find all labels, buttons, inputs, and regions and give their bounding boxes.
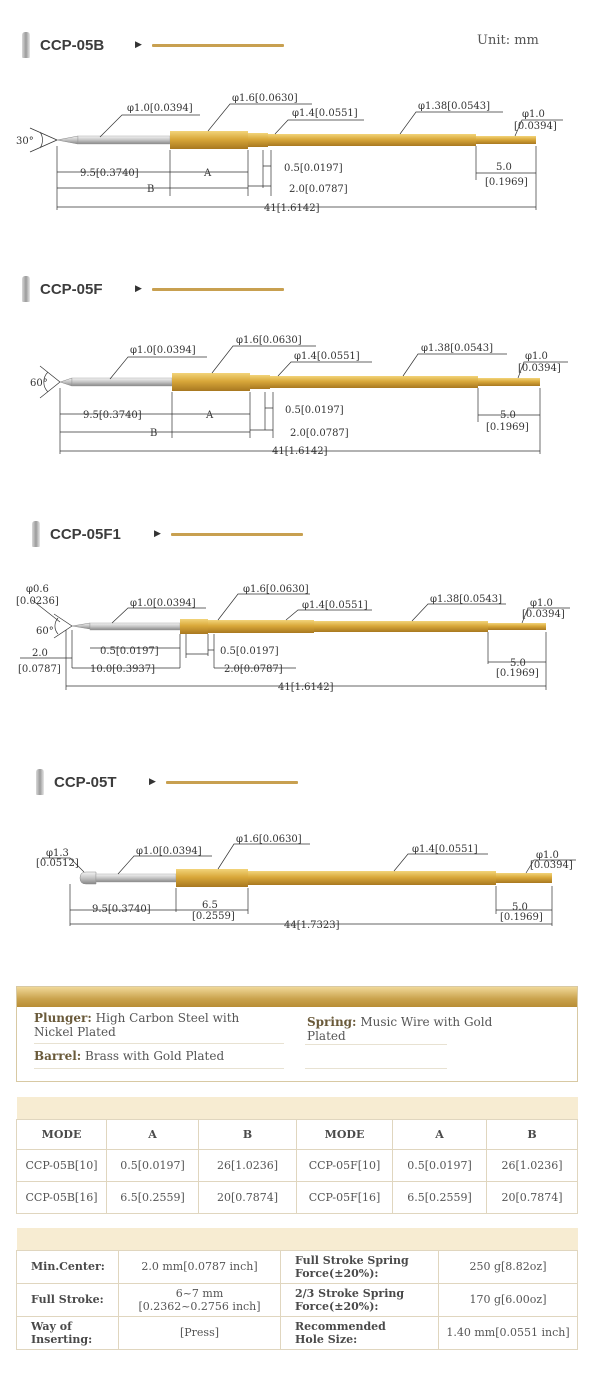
dim-barrel-dia: φ1.6[0.0630]	[236, 335, 302, 346]
dim-tail-length-inch: [0.1969]	[500, 912, 543, 923]
section-header-ccp-05f1	[32, 519, 303, 549]
hole-label-line1: Recommended	[295, 1319, 386, 1333]
dim-crimp-length: 0.5[0.0197]	[284, 163, 343, 174]
dim-tail-dia-inch: [0.0394]	[518, 363, 561, 374]
section-header-ccp-05b	[22, 30, 284, 60]
table-row	[17, 1316, 578, 1349]
triangle-right-icon: ▶	[135, 40, 142, 50]
table-cell: CCP-05B[16]	[17, 1181, 107, 1213]
table-cell: 26[1.0236]	[487, 1149, 578, 1181]
dim-barrel-dia: φ1.6[0.0630]	[232, 93, 298, 104]
dim-total-length: 41[1.6142]	[264, 203, 320, 214]
dim-plunger-length: 10.0[0.3937]	[90, 664, 156, 675]
barrel-tail	[478, 378, 540, 386]
dim-crimp-length: 0.5[0.0197]	[220, 646, 279, 657]
full-stroke-label: Full Stroke:	[17, 1283, 119, 1316]
header-rule	[152, 288, 284, 291]
barrel-value: Brass with Gold Plated	[85, 1049, 225, 1063]
dim-tail-length-inch: [0.1969]	[485, 177, 528, 188]
inserting-value: [Press]	[119, 1316, 281, 1349]
plunger-shaft	[78, 136, 170, 144]
dim-tail-length: 5.0	[510, 658, 526, 669]
drawing-ccp-05f	[0, 332, 600, 462]
dim-plunger-dia: φ1.0[0.0394]	[136, 846, 202, 857]
dim-tail-dia: φ1.0	[530, 598, 553, 609]
plunger-value-line2: Nickel Plated	[34, 1025, 116, 1039]
barrel-crimp	[248, 133, 268, 147]
barrel-body	[248, 871, 496, 885]
barrel-body	[270, 376, 478, 388]
section-title: CCP-05T	[54, 773, 117, 791]
full-force-label-line1: Full Stroke Spring	[295, 1253, 409, 1267]
dim-plunger-length: 9.5[0.3740]	[80, 168, 139, 179]
plunger-head	[80, 872, 96, 884]
dim-tail-dia-inch: [0.0394]	[530, 860, 573, 871]
barrel-body	[268, 134, 476, 146]
barrel	[170, 131, 248, 149]
panel-band	[17, 987, 577, 1007]
divider	[34, 1043, 284, 1044]
inserting-label	[17, 1316, 119, 1349]
section-title: CCP-05F	[40, 280, 103, 298]
min-center-label: Min.Center:	[17, 1250, 119, 1283]
min-center-value: 2.0 mm[0.0787 inch]	[119, 1250, 281, 1283]
inserting-label-line1: Way of	[31, 1319, 72, 1333]
dim-step-length: 0.5[0.0197]	[100, 646, 159, 657]
table-header-row	[17, 1119, 578, 1149]
dim-body-dia: φ1.38[0.0543]	[430, 594, 503, 605]
barrel-crimp	[208, 620, 314, 633]
mode-table	[16, 1097, 578, 1214]
dim-body-dia: φ1.38[0.0543]	[421, 343, 494, 354]
dim-tail-dia-inch: [0.0394]	[522, 609, 565, 620]
barrel	[176, 869, 248, 887]
dim-a-length: 6.5	[202, 900, 218, 911]
barrel	[172, 373, 250, 391]
dim-plunger-dia: φ1.0[0.0394]	[130, 345, 196, 356]
table-cell: 20[0.7874]	[487, 1181, 578, 1213]
barrel-body	[314, 621, 488, 632]
drawing-ccp-05b	[0, 90, 600, 220]
barrel-label: Barrel:	[34, 1049, 82, 1063]
plunger-shaft	[72, 378, 172, 386]
dim-tip-length: 2.0	[32, 648, 48, 659]
pin-icon	[22, 276, 30, 302]
full-stroke-value-line1: 6~7 mm	[175, 1286, 224, 1300]
plunger-shaft	[96, 874, 176, 882]
dim-b: B	[147, 184, 155, 195]
plunger-value: High Carbon Steel with	[95, 1011, 240, 1025]
dim-crimp-dia: φ1.4[0.0551]	[292, 108, 358, 119]
pin-icon	[36, 769, 44, 795]
section-title: CCP-05B	[40, 36, 105, 54]
pin-icon	[32, 521, 40, 547]
dim-tail-length: 5.0	[512, 902, 528, 913]
spring-value-line2: Plated	[307, 1029, 346, 1043]
dim-tail-length: 5.0	[500, 410, 516, 421]
spec-table	[16, 1228, 578, 1350]
triangle-right-icon: ▶	[135, 284, 142, 294]
divider	[305, 1044, 447, 1045]
dim-barrel-dia: φ1.6[0.0630]	[243, 584, 309, 595]
col-header: MODE	[297, 1119, 393, 1149]
header-rule	[152, 44, 284, 47]
barrel-tail	[496, 873, 552, 883]
dim-b: B	[150, 428, 158, 439]
barrel-tail	[476, 136, 536, 144]
dim-a: A	[204, 168, 212, 179]
drawing-ccp-05f1	[0, 578, 600, 698]
table-cell: CCP-05F[10]	[297, 1149, 393, 1181]
col-header: A	[393, 1119, 487, 1149]
table-cell: 26[1.0236]	[199, 1149, 297, 1181]
full-force-label-line2: Force(±20%):	[295, 1266, 379, 1280]
dim-body-dia: φ1.4[0.0551]	[412, 844, 478, 855]
table-band	[17, 1228, 578, 1250]
table-band	[17, 1097, 578, 1119]
dim-crimp-pos: 2.0[0.0787]	[290, 428, 349, 439]
table-cell: 6.5[0.2559]	[107, 1181, 199, 1213]
full-force-value: 250 g[8.82oz]	[439, 1250, 578, 1283]
inserting-label-line2: Inserting:	[31, 1332, 93, 1346]
dim-tail-dia-inch: [0.0394]	[514, 121, 557, 132]
full-stroke-value-line2: [0.2362~0.2756 inch]	[138, 1299, 261, 1313]
material-barrel	[34, 1049, 284, 1063]
dim-tail-length-inch: [0.1969]	[486, 422, 529, 433]
dim-crimp-pos: 2.0[0.0787]	[289, 184, 348, 195]
hole-size-label	[281, 1316, 439, 1349]
section-title: CCP-05F1	[50, 525, 121, 543]
full-force-label	[281, 1250, 439, 1283]
plunger-tip	[60, 378, 72, 386]
spring-label: Spring:	[307, 1015, 357, 1029]
two-third-label-line1: 2/3 Stroke Spring	[295, 1286, 405, 1300]
dim-body-dia: φ1.38[0.0543]	[418, 101, 491, 112]
table-cell: 6.5[0.2559]	[393, 1181, 487, 1213]
barrel	[180, 619, 208, 634]
dim-total-length: 41[1.6142]	[278, 682, 334, 693]
dim-tail-dia: φ1.0	[522, 109, 545, 120]
table-cell: CCP-05F[16]	[297, 1181, 393, 1213]
dim-crimp-length: 0.5[0.0197]	[285, 405, 344, 416]
dim-plunger-dia: φ1.0[0.0394]	[127, 103, 193, 114]
dim-head-dia: φ1.3	[46, 848, 69, 859]
dim-tip-dia-inch: [0.0236]	[16, 596, 59, 607]
dim-tip-angle: 30°	[16, 136, 34, 147]
unit-label: Unit: mm	[477, 33, 539, 48]
dim-tail-dia: φ1.0	[525, 351, 548, 362]
dim-total-length: 41[1.6142]	[272, 446, 328, 457]
table-cell: 0.5[0.0197]	[107, 1149, 199, 1181]
dim-tip-length-inch: [0.0787]	[18, 664, 61, 675]
drawing-ccp-05t	[0, 830, 600, 935]
two-third-force-value: 170 g[6.00oz]	[439, 1283, 578, 1316]
plunger-shaft	[90, 623, 180, 630]
dim-plunger-dia: φ1.0[0.0394]	[130, 598, 196, 609]
barrel-tail	[488, 623, 546, 630]
col-header: B	[199, 1119, 297, 1149]
barrel-crimp	[250, 375, 270, 389]
two-third-force-label	[281, 1283, 439, 1316]
col-header: MODE	[17, 1119, 107, 1149]
pin-icon	[22, 32, 30, 58]
material-spring	[307, 1015, 557, 1043]
spring-value: Music Wire with Gold	[360, 1015, 493, 1029]
dim-head-dia-inch: [0.0512]	[36, 858, 79, 869]
two-third-label-line2: Force(±20%):	[295, 1299, 379, 1313]
dim-tail-length-inch: [0.1969]	[496, 668, 539, 679]
dim-tail-length: 5.0	[496, 162, 512, 173]
table-row	[17, 1181, 578, 1213]
section-header-ccp-05f	[22, 274, 284, 304]
dim-plunger-length: 9.5[0.3740]	[92, 904, 151, 915]
dim-tip-angle: 60°	[30, 378, 48, 389]
dim-tip-angle: 60°	[36, 626, 54, 637]
dim-crimp-pos: 2.0[0.0787]	[224, 664, 283, 675]
table-row	[17, 1250, 578, 1283]
triangle-right-icon: ▶	[154, 529, 161, 539]
table-cell: CCP-05B[10]	[17, 1149, 107, 1181]
plunger-tip	[72, 623, 90, 629]
table-cell: 20[0.7874]	[199, 1181, 297, 1213]
dim-total-length: 44[1.7323]	[284, 920, 340, 931]
triangle-right-icon: ▶	[149, 777, 156, 787]
section-header-ccp-05t	[36, 767, 298, 797]
col-header: B	[487, 1119, 578, 1149]
table-row	[17, 1283, 578, 1316]
col-header: A	[107, 1119, 199, 1149]
header-rule	[166, 781, 298, 784]
hole-label-line2: Hole Size:	[295, 1332, 358, 1346]
divider	[34, 1068, 284, 1069]
dim-tail-dia: φ1.0	[536, 850, 559, 861]
dim-a: A	[206, 410, 214, 421]
header-rule	[171, 533, 303, 536]
dim-plunger-length: 9.5[0.3740]	[83, 410, 142, 421]
plunger-label: Plunger:	[34, 1011, 92, 1025]
table-row	[17, 1149, 578, 1181]
dim-crimp-dia: φ1.4[0.0551]	[302, 600, 368, 611]
material-plunger	[34, 1011, 284, 1039]
divider	[305, 1068, 447, 1069]
dim-crimp-dia: φ1.4[0.0551]	[294, 351, 360, 362]
dim-barrel-dia: φ1.6[0.0630]	[236, 834, 302, 845]
table-cell: 0.5[0.0197]	[393, 1149, 487, 1181]
dim-a-length-inch: [0.2559]	[192, 911, 235, 922]
plunger-tip	[57, 136, 78, 144]
full-stroke-value	[119, 1283, 281, 1316]
dim-tip-dia: φ0.6	[26, 584, 49, 595]
hole-size-value: 1.40 mm[0.0551 inch]	[439, 1316, 578, 1349]
